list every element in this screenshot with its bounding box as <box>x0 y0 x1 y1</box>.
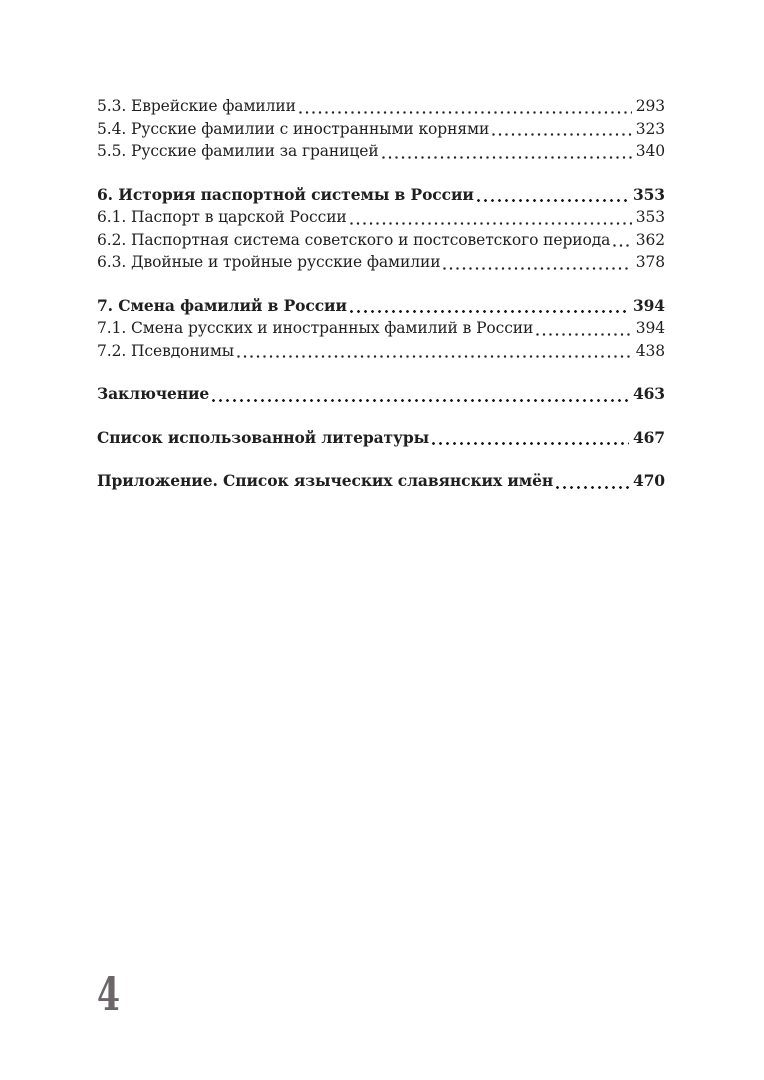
toc-entry-page: 340 <box>635 142 665 160</box>
toc-entry <box>97 140 665 163</box>
toc-entry-label: 5.4. Русские фамилии с иностранными корнями <box>97 119 490 138</box>
toc-entry-label: 5.5. Русские фамилии за границей <box>97 142 379 160</box>
toc-entry-page: 323 <box>635 119 665 138</box>
toc-group <box>97 295 665 363</box>
toc-entry-page: 394 <box>632 295 665 315</box>
toc-entry-page: 438 <box>635 341 665 360</box>
toc-entry <box>97 118 665 141</box>
toc-entry <box>97 95 665 118</box>
toc-entry <box>97 206 665 229</box>
toc-entry-page: 463 <box>632 384 665 403</box>
toc-entry-label: 6.3. Двойные и тройные русские фамилии <box>97 253 441 271</box>
dot-leader <box>237 340 632 363</box>
dot-leader <box>350 295 629 318</box>
toc <box>97 95 665 493</box>
toc-entry-label: Приложение. Список языческих славянских имён <box>97 471 554 490</box>
toc-entry-label: Список использованной литературы <box>97 427 430 447</box>
toc-entry-page: 353 <box>635 208 665 226</box>
dot-leader <box>492 118 632 141</box>
toc-entry-label: 6.2. Паспортная система советского и постсоветского периода <box>97 230 611 249</box>
toc-entry-label: 7.2. Псевдонимы <box>97 341 235 360</box>
toc-entry-page: 353 <box>632 184 665 204</box>
dot-leader <box>443 251 631 274</box>
toc-entry-label: 6. История паспортной системы в России <box>97 184 474 204</box>
toc-entry-label: Заключение <box>97 384 210 403</box>
toc-entry-page: 470 <box>632 471 665 490</box>
dot-leader <box>556 470 629 493</box>
dot-leader <box>536 317 631 340</box>
toc-entry <box>97 295 665 318</box>
dot-leader <box>477 184 629 207</box>
toc-entry-page: 394 <box>635 319 665 337</box>
toc-entry-label: 7. Смена фамилий в России <box>97 295 347 315</box>
toc-entry-label: 6.1. Паспорт в царской России <box>97 208 347 226</box>
toc-entry-page: 378 <box>635 253 665 271</box>
dot-leader <box>432 427 629 450</box>
toc-entry-page: 467 <box>632 427 665 447</box>
toc-entry <box>97 251 665 274</box>
toc-entry <box>97 427 665 450</box>
toc-group <box>97 383 665 406</box>
toc-entry <box>97 470 665 493</box>
toc-group <box>97 427 665 450</box>
toc-entry <box>97 317 665 340</box>
toc-entry <box>97 184 665 207</box>
toc-entry-page: 293 <box>635 97 665 115</box>
toc-entry-page: 362 <box>635 230 665 249</box>
dot-leader <box>350 206 632 229</box>
toc-group <box>97 184 665 274</box>
page-number: 4 <box>97 967 121 1021</box>
toc-entry <box>97 340 665 363</box>
toc-group <box>97 95 665 163</box>
dot-leader <box>613 229 631 252</box>
dot-leader <box>299 95 632 118</box>
dot-leader <box>212 383 629 406</box>
toc-entry <box>97 383 665 406</box>
toc-entry-label: 5.3. Еврейские фамилии <box>97 97 296 115</box>
toc-group <box>97 470 665 493</box>
toc-entry <box>97 229 665 252</box>
dot-leader <box>382 140 632 163</box>
toc-entry-label: 7.1. Смена русских и иностранных фамилий в России <box>97 319 534 337</box>
